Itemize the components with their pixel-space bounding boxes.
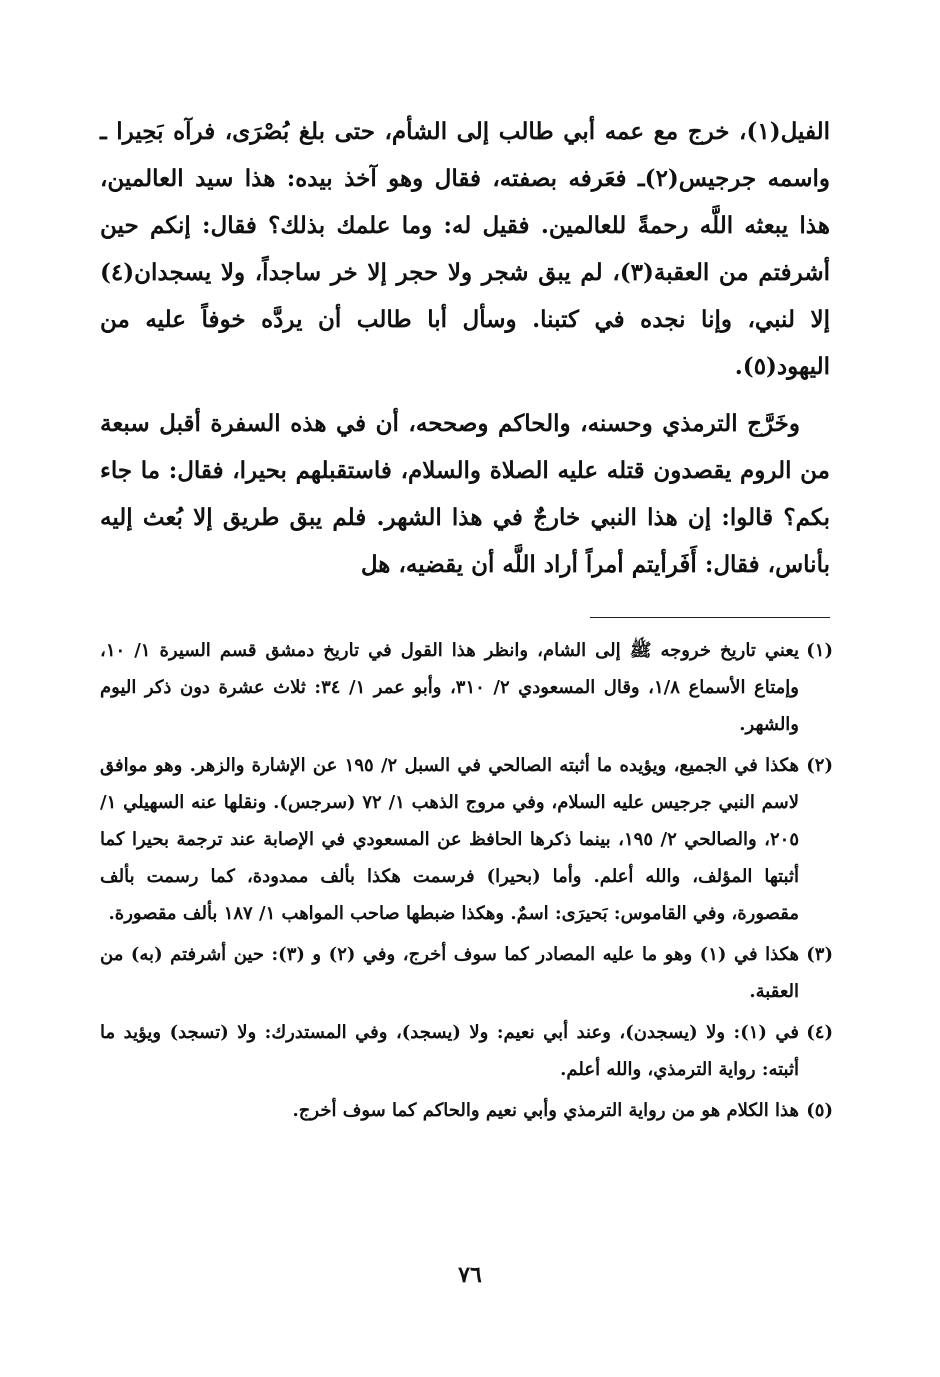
footnote-text: هذا الكلام هو من رواية الترمذي وأبي نعيم والحاكم كما سوف أخرج. [292,1100,799,1121]
main-paragraph-1: الفيل(١)، خرج مع عمه أبي طالب إلى الشأم، حتى بلغ بُصْرَى، فرآه بَحِيرا ـ واسمه جرجيس(٢)ـ فعَرفه بصفته، فقال وهو آخذ بيده: هذا سيد العالمين، هذا يبعثه اللَّه رحمةً للعالمين. فقيل له: وما علمك بذلك؟ فقال: إنكم حين أشرفتم من العقبة(٣)، لم يبق شجر ولا حجر إلا خر ساجداً، ولا يسجدان(٤) إلا لنبي، وإنا نجده في كتبنا. وسأل أبا طالب أن يردَّه خوفاً عليه من اليهود(٥). [100,118,830,380]
footnote-3 [100,936,833,1010]
footnote-text: في (١): ولا (يسجدن)، وعند أبي نعيم: ولا (يسجد)، وفي المستدرك: ولا (تسجد) ويؤيد ما أثبته: رواية الترمذي، والله أعلم. [100,1022,800,1080]
footnote-1 [100,632,833,743]
footnote-number: (٤) [806,1022,833,1043]
footnote-text: هكذا في (١) وهو ما عليه المصادر كما سوف أخرج، وفي (٢) و (٣): حين أشرفتم (به) من العقبة. [100,944,799,1002]
footnote-number: (٣) [806,944,833,965]
main-text-block [100,108,830,588]
main-paragraph-2: وخَرَّج الترمذي وحسنه، والحاكم وصححه، أن في هذه السفرة أقبل سبعة من الروم يقصدون قتله عليه الصلاة والسلام، فاستقبلهم بحيرا، فقال: ما جاء بكم؟ قالوا: إن هذا النبي خارجٌ في هذا الشهر. فلم يبق طريق إلا بُعث إليه بأناس، فقال: أَفَرأيتم أمراً أراد اللَّه أن يقضيه، هل [100,410,830,578]
footnote-text: يعني تاريخ خروجه ﷺ إلى الشام، وانظر هذا القول في تاريخ دمشق قسم السيرة ١/ ١٠، وإمتاع الأسماع ١/٨، وقال المسعودي ٢/ ٣١٠، وأبو عمر ١/ ٣٤: ثلاث عشرة دون ذكر اليوم والشهر. [100,640,800,735]
footnote-number: (٢) [806,755,833,776]
footnotes-section [100,632,833,1133]
footnote-separator [590,617,830,618]
footnote-number: (١) [806,640,833,661]
footnote-5 [100,1092,833,1129]
footnote-2 [100,747,833,932]
footnote-text: هكذا في الجميع، ويؤيده ما أثبته الصالحي في السبل ٢/ ١٩٥ عن الإشارة والزهر. وهو موافق لاسم النبي جرجيس عليه السلام، وفي مروج الذهب ١/ ٧٢ (سرجس). ونقلها عنه السهيلي ١/ ٢٠٥، والصالحي ٢/ ١٩٥، بينما ذكرها الحافظ عن المسعودي في الإصابة عند ترجمة بحيرا كما أثبتها المؤلف، والله أعلم. وأما (بحيرا) فرسمت هكذا بألف ممدودة، كما رسمت بألف مقصورة، وفي القاموس: بَحيرَى: اسمٌ. وهكذا ضبطها صاحب المواهب ١/ ١٨٧ بألف مقصورة. [100,755,799,924]
footnote-4 [100,1014,833,1088]
page-number: ٧٦ [458,1262,482,1288]
footnote-number: (٥) [806,1100,833,1121]
